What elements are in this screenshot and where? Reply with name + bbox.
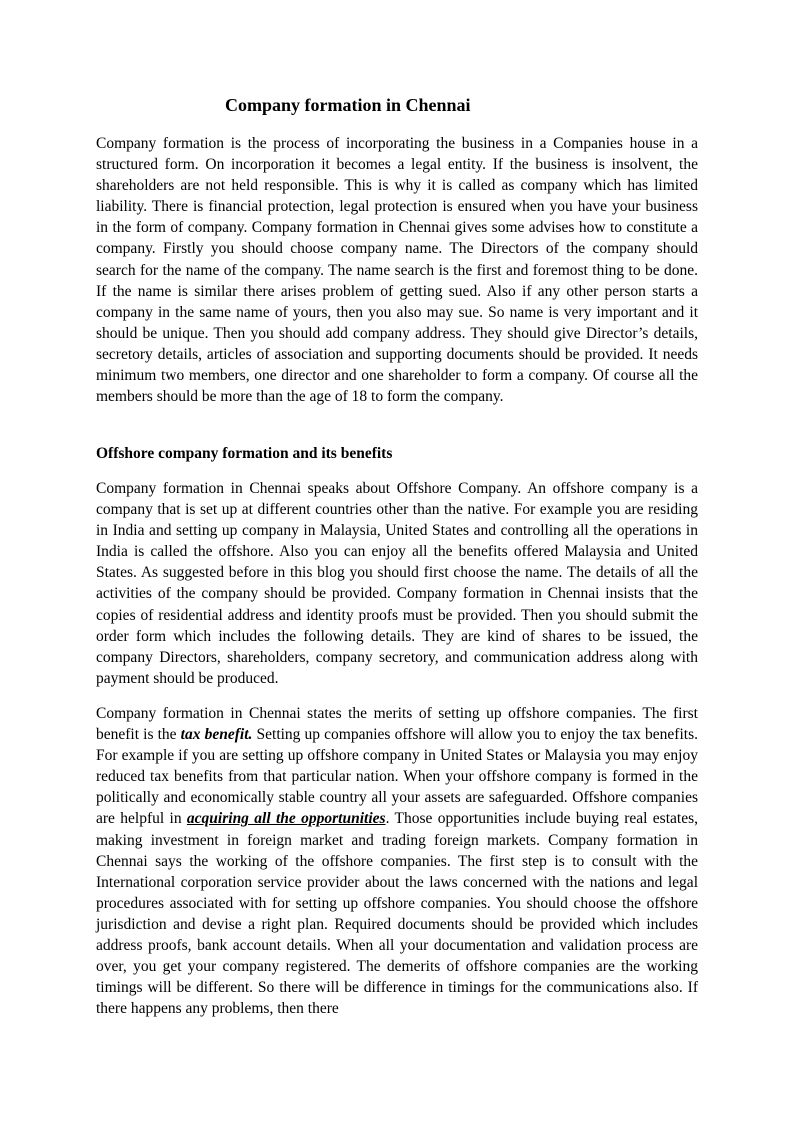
section-heading-offshore: Offshore company formation and its benefits xyxy=(96,445,393,462)
intro-paragraph: Company formation is the process of incorporating the business in a Companies house in a structured form. On incorporation it becomes a legal entity. If the business is insolvent, the shareholders are not held responsible. This is why it is called as company which has limited liability. There is financial protection, legal protection is ensured when you have your business in the form of company. Company formation in Chennai gives some advises how to constitute a company. Firstly you should choose company name. The Directors of the company should search for the name of the company. The name search is the first and foremost thing to be done. If the name is similar there arises problem of getting sued. Also if any other person starts a company in the same name of yours, then you also may sue. So name is very important and it should be unique. Then you should add company address. They should give Director’s details, secretory details, articles of association and supporting documents should be provided. It needs minimum two members, one director and one shareholder to form a company. Of course all the members should be more than the age of 18 to form the company. xyxy=(96,135,698,406)
merits-text-3: . Those opportunities include buying real estates, making investment in foreign market and trading foreign markets. Company formation in Chennai says the working of the offshore companies. The first step is to consult with the International corporation service provider about the laws concerned with the nations and legal procedures associated with for setting up offshore companies. You should choose the offshore jurisdiction and devise a right plan. Required documents should be provided which includes address proofs, bank account details. When all your documentation and validation process are over, you get your company registered. The demerits of offshore companies are the working timings will be different. So there will be difference in timings for the communications also. If there happens any problems, then there xyxy=(96,810,698,1018)
page-title: Company formation in Chennai xyxy=(225,95,471,115)
merits-paragraph xyxy=(96,703,698,1019)
opportunities-emphasis: acquiring all the opportunities xyxy=(186,810,386,828)
offshore-paragraph: Company formation in Chennai speaks about Offshore Company. An offshore company is a company that is set up at different countries other than the native. For example you are residing in India and setting up company in Malaysia, United States and controlling all the operations in India is called the offshore. Also you can enjoy all the benefits offered Malaysia and United States. As suggested before in this blog you should first choose the name. The details of all the activities of the company should be provided. Company formation in Chennai insists that the copies of residential address and identity proofs must be provided. Then you should submit the order form which includes the following details. They are kind of shares to be issued, the company Directors, shareholders, company secretory, and communication address along with payment should be produced. xyxy=(96,480,698,687)
merits-text-2: Setting up companies offshore will allow you to enjoy the tax benefits. For example if you are setting up offshore company in United States or Malaysia you may enjoy reduced tax benefits from that particular nation. When your offshore company is formed in the politically and economically stable country all your assets are safeguarded. Offshore companies are helpful in xyxy=(96,726,698,828)
merits-text-1: Company formation in Chennai states the merits of setting up offshore companies. The first benefit is the xyxy=(96,705,698,744)
tax-benefit-emphasis: tax benefit. xyxy=(180,726,253,744)
